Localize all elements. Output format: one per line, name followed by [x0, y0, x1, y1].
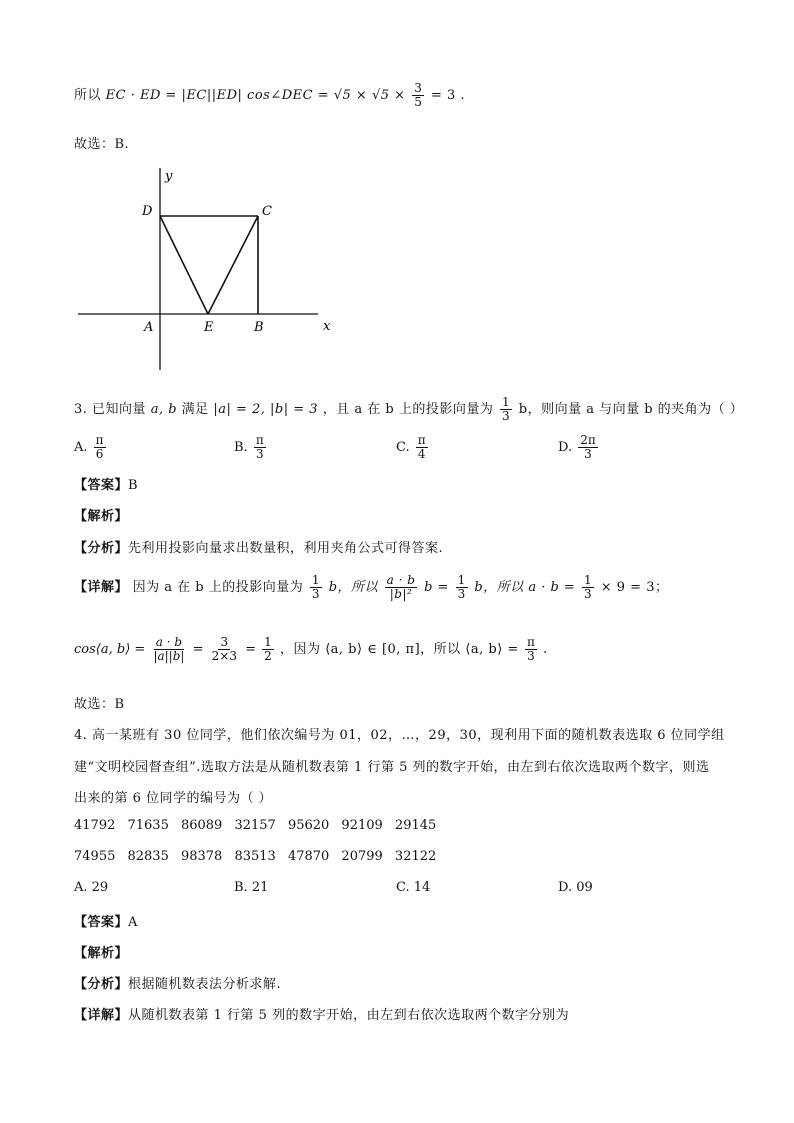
xiangjie-tag: 【详解】	[74, 1008, 129, 1023]
xj-frac-d	[582, 574, 594, 601]
formula-fraction	[412, 82, 424, 109]
q3-xiangjie	[74, 574, 668, 601]
q3-answer	[74, 474, 138, 493]
frac-num: a · b	[386, 573, 416, 587]
q4-option-b: B. 21	[234, 880, 269, 895]
q4-answer	[74, 911, 138, 930]
xj-d: b，所以 a · b =	[474, 580, 576, 595]
answer-tag: 【答案】	[74, 915, 129, 930]
q3-option-c	[396, 434, 430, 461]
q3-option-a	[74, 434, 108, 461]
option-den: 3	[584, 447, 592, 461]
formula-tail: = 3 .	[430, 88, 466, 103]
option-den: 3	[255, 447, 264, 461]
formula-prefix: 所以	[74, 88, 102, 103]
answer-value: B	[128, 478, 139, 493]
frac-num: 3	[220, 635, 229, 649]
frac-num: a · b	[155, 635, 183, 649]
q4-line-3: 出来的第 6 位同学的编号为（ ）	[74, 791, 273, 806]
frac-den: |b|²	[389, 587, 413, 601]
option-num: 2π	[580, 433, 596, 447]
figure-shape	[160, 216, 258, 314]
frac-den: 2×3	[211, 649, 237, 663]
frac-den: 3	[583, 587, 593, 601]
fraction-denominator: 5	[414, 95, 423, 109]
fraction-numerator: 3	[414, 81, 423, 95]
formula-body: EC · ED = |EC||ED| cos∠DEC = √5 × √5 ×	[105, 88, 411, 103]
label-y: y	[165, 169, 173, 184]
q4-line-1: 4. 高一某班有 30 位同学，他们依次编号为 01，02，…，29，30，现利用下面的随机数表选取 6 位同学组	[74, 728, 725, 743]
label-a: A	[144, 320, 154, 335]
fenxi-text: 根据随机数表法分析求解.	[128, 977, 282, 992]
option-num: π	[255, 433, 264, 447]
xj-b: b，所以	[328, 580, 379, 595]
option-fraction	[94, 434, 106, 461]
q3-frac-num: 1	[501, 395, 511, 409]
cos-frac-2	[210, 636, 239, 663]
q3-frac-den: 3	[501, 409, 511, 423]
option-letter: B.	[234, 440, 248, 455]
fenxi-text: 先利用投影向量求出数量积，利用夹角公式可得答案.	[128, 541, 444, 556]
xiangjie-tag: 【详解】	[74, 580, 129, 595]
label-c: C	[262, 204, 272, 219]
q3-cos-line: cos⟨a, b⟩ = $\frac{a \cdot b}{|a||b|}$ = $\frac{3}{2\times 3}$ = $\frac{1}{2}$ ，因为 ⟨a, b⟩ ∈ [0, π]，所以 ⟨a, b⟩ = $\frac{\pi}{3}$ .	[74, 635, 548, 663]
label-b: B	[254, 320, 264, 335]
xj-frac-c	[456, 574, 468, 601]
q3-stem-cond: |a| = 2, |b| = 3	[213, 402, 319, 417]
q4-fenxi	[74, 973, 281, 992]
frac-num: 1	[583, 573, 593, 587]
xj-e: × 9 = 3；	[600, 580, 669, 595]
xj-frac-b	[385, 574, 418, 601]
cos-end: .	[542, 642, 548, 657]
frac-num: π	[526, 635, 535, 649]
fenxi-tag: 【分析】	[74, 977, 129, 992]
xj-c: b =	[424, 580, 449, 595]
choose-b-line: 故选：B.	[74, 137, 130, 152]
q4-option-d: D. 09	[558, 880, 593, 895]
q3-analysis-tag: 【解析】	[74, 509, 129, 524]
q3-stem-fraction	[500, 396, 512, 423]
frac-den: 3	[527, 649, 535, 663]
q3-fenxi	[74, 537, 443, 556]
xj-frac-a	[310, 574, 322, 601]
q3-option-d	[558, 434, 600, 461]
q3-option-b	[234, 434, 268, 461]
option-fraction	[416, 434, 428, 461]
random-table-row-1: 41792 71635 86089 32157 95620 92109 29145	[74, 818, 437, 833]
q3-stem-vectors: a, b	[150, 402, 178, 417]
random-table-row-2: 74955 82835 98378 83513 47870 20799 32122	[74, 849, 437, 864]
option-letter: A.	[74, 440, 88, 455]
answer-tag: 【答案】	[74, 478, 129, 493]
option-fraction	[578, 434, 598, 461]
q4-xiangjie	[74, 1004, 569, 1023]
q3-stem	[74, 396, 743, 423]
frac-den: 2	[264, 649, 272, 663]
option-letter: C.	[396, 440, 410, 455]
label-x: x	[323, 319, 331, 334]
frac-den: |a||b|	[153, 649, 185, 663]
label-e: E	[204, 320, 214, 335]
cos-frac-4	[525, 636, 537, 663]
q4-option-c: C. 14	[396, 880, 431, 895]
answer-value: A	[128, 915, 138, 930]
cos-frac-3	[262, 636, 274, 663]
q3-choose: 故选：B	[74, 697, 125, 712]
q3-stem-d: a 在 b 上的投影向量为	[354, 402, 494, 417]
frac-num: 1	[457, 573, 466, 587]
cos-a: cos⟨a, b⟩ =	[74, 642, 146, 657]
xiangjie-text: 从随机数表第 1 行第 5 列的数字开始，由左到右依次选取两个数字分别为	[128, 1008, 570, 1023]
option-fraction	[254, 434, 266, 461]
xj-a: 因为 a 在 b 上的投影向量为	[132, 580, 304, 595]
frac-den: 3	[457, 587, 466, 601]
option-letter: D.	[558, 440, 573, 455]
frac-den: 3	[311, 587, 321, 601]
q3-stem-c: ，且	[322, 402, 350, 417]
formula-line-dot-product	[74, 82, 465, 109]
label-d: D	[142, 204, 153, 219]
cos-frac-1	[151, 636, 186, 663]
option-num: π	[417, 433, 426, 447]
cos-b: ，因为 ⟨a, b⟩ ∈ [0, π]，所以 ⟨a, b⟩ =	[279, 642, 519, 657]
q3-stem-e: b，则向量 a 与向量 b 的夹角为（ ）	[518, 402, 744, 417]
figure-axes	[78, 168, 318, 370]
q4-option-a: A. 29	[74, 880, 109, 895]
option-den: 4	[417, 447, 426, 461]
segment-ec	[208, 216, 258, 314]
q3-stem-b: 满足	[181, 402, 209, 417]
fenxi-tag: 【分析】	[74, 541, 129, 556]
frac-num: 1	[311, 573, 321, 587]
q4-line-2: 建“文明校园督查组”.选取方法是从随机数表第 1 行第 5 列的数字开始，由左到右依次选取两个数字，则选	[74, 760, 710, 775]
option-den: 6	[95, 447, 104, 461]
segment-de	[160, 216, 208, 314]
frac-num: 1	[264, 635, 272, 649]
q3-stem-a: 3. 已知向量	[74, 402, 147, 417]
q4-analysis-tag: 【解析】	[74, 946, 129, 961]
option-num: π	[95, 433, 104, 447]
